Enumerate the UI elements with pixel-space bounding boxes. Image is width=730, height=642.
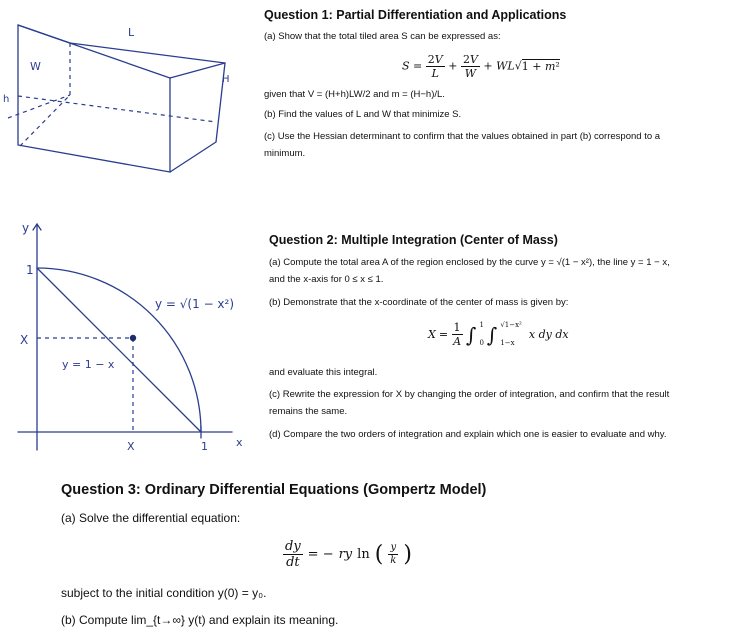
- q2-part-a-line1: (a) Compute the total area A of the region enclosed by the curve y = √(1 − x²), the line y = 1 − x,: [269, 257, 670, 268]
- q1-part-a: (a) Show that the total tiled area S can be expressed as:: [264, 31, 501, 42]
- q2-part-a-line2: and the x-axis for 0 ≤ x ≤ 1.: [269, 274, 384, 285]
- line-one-minus-x: [37, 268, 201, 432]
- axis-label-x: x: [236, 436, 243, 449]
- q1-part-c-line2: minimum.: [264, 148, 306, 159]
- figure-region-plot: [0, 218, 255, 458]
- figure-box-diagram: [0, 20, 235, 180]
- tick-label-one-x: 1: [201, 440, 208, 453]
- box-hidden-diag: [20, 95, 70, 146]
- q2-part-c-line1: (c) Rewrite the expression for X by changing the order of integration, and confirm that the result: [269, 389, 670, 400]
- q3-title: Question 3: Ordinary Differential Equations (Gompertz Model): [61, 482, 487, 498]
- box-hidden-left: [8, 95, 70, 118]
- axis-label-y: y: [22, 221, 30, 235]
- center-of-mass-point: [130, 335, 136, 341]
- label-X-bottom: X: [127, 440, 135, 453]
- box-bottom-right: [170, 142, 216, 172]
- tick-label-one-y: 1: [26, 263, 34, 277]
- box-top-right: [170, 63, 225, 78]
- q1-given: given that V = (H+h)LW/2 and m = (H−h)/L.: [264, 89, 445, 100]
- q2-formula: X = $\frac{1}{A}$ ∫ 1 0 ∫ √1−x² 1−x x dy dx: [428, 321, 569, 349]
- q2-title: Question 2: Multiple Integration (Center of Mass): [269, 233, 558, 247]
- label-L: L: [128, 26, 135, 39]
- q1-formula: S = $\frac{2V}{L}$ + $\frac{2V}{W}$ + WL√1 + m²: [402, 53, 560, 80]
- q1-part-c-line1: (c) Use the Hessian determinant to confirm that the values obtained in part (b) correspond to a: [264, 131, 661, 142]
- q3-formula: $\frac{dy}{dt}$ = − ry ln ( $\frac{y}{k}$ ): [285, 539, 412, 570]
- label-W: W: [30, 60, 41, 73]
- box-front-face: [18, 25, 170, 172]
- q2-part-b: (b) Demonstrate that the x-coordinate of the center of mass is given by:: [269, 297, 569, 308]
- curve-label: y = √(1 − x²): [155, 297, 235, 311]
- q3-condition: subject to the initial condition y(0) = y₀.: [61, 586, 267, 600]
- box-top-back: [70, 43, 225, 63]
- label-h: h: [3, 94, 10, 105]
- q2-part-d: (d) Compare the two orders of integration and explain which one is easier to evaluate and why.: [269, 429, 667, 440]
- q3-part-a: (a) Solve the differential equation:: [61, 511, 241, 525]
- q1-part-b: (b) Find the values of L and W that minimize S.: [264, 109, 462, 120]
- label-H: H: [222, 74, 230, 85]
- q1-title: Question 1: Partial Differentiation and Applications: [264, 8, 567, 22]
- q2-evaluate: and evaluate this integral.: [269, 367, 378, 378]
- q2-part-c-line2: remains the same.: [269, 406, 348, 417]
- q3-part-b: (b) Compute lim_{t→∞} y(t) and explain its meaning.: [61, 613, 339, 627]
- label-X-left: X: [20, 333, 29, 347]
- box-hidden-mid: [18, 96, 216, 122]
- line-label: y = 1 − x: [62, 358, 115, 371]
- box-top-back-left: [18, 25, 70, 43]
